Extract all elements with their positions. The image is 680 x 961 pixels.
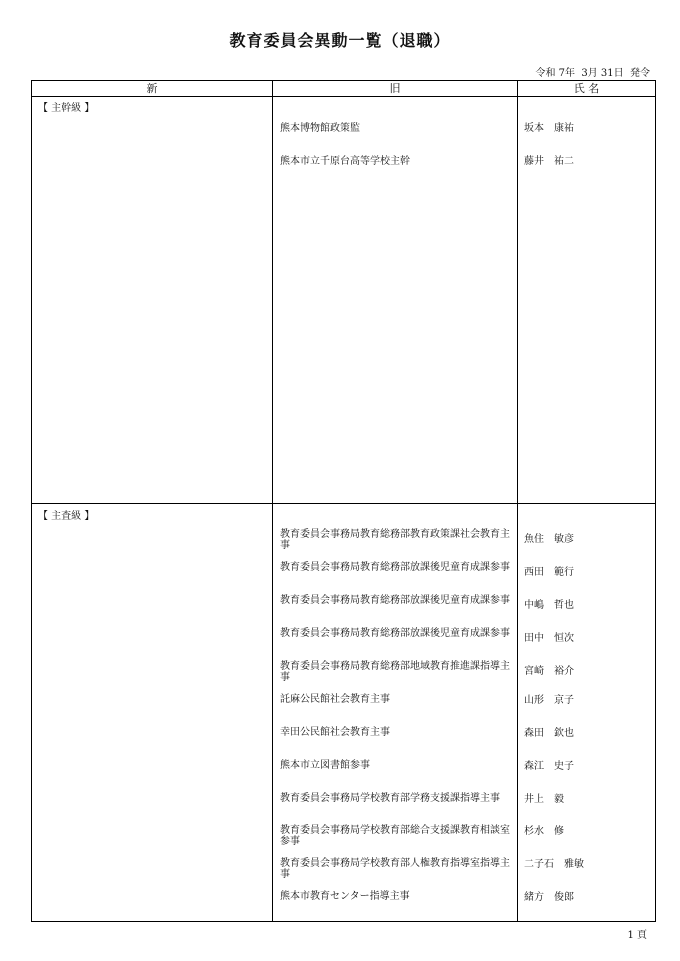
old-position: 幸田公民館社会教育主事 [280, 727, 390, 738]
old-position: 教育委員会事務局学校教育部総合支援課教育相談室参事 [280, 825, 510, 847]
page-number: 1 頁 [627, 930, 647, 941]
section-divider [32, 503, 655, 504]
document-title: 教育委員会異動一覧（退職） [229, 31, 451, 50]
old-position: 教育委員会事務局教育総務部放課後児童育成課参事 [280, 595, 510, 606]
header-old: 旧 [389, 82, 401, 95]
old-position: 教育委員会事務局教育総務部放課後児童育成課参事 [280, 628, 510, 639]
person-name: 井上 毅 [524, 794, 564, 805]
old-position: 熊本市立千原台高等学校主幹 [280, 156, 410, 167]
person-name: 宮崎 裕介 [524, 666, 574, 677]
old-position: 教育委員会事務局学校教育部人権教育指導室指導主事 [280, 858, 510, 880]
old-position: 熊本市立図書館参事 [280, 760, 370, 771]
old-position: 教育委員会事務局学校教育部学務支援課指導主事 [280, 793, 500, 804]
section-label: 【 主幹級 】 [38, 103, 95, 114]
transfer-table [31, 80, 656, 922]
person-name: 山形 京子 [524, 695, 574, 706]
section-label: 【 主査級 】 [38, 511, 95, 522]
column-divider [272, 81, 273, 921]
person-name: 田中 恒次 [524, 633, 574, 644]
old-position: 教育委員会事務局教育総務部放課後児童育成課参事 [280, 562, 510, 573]
issue-date: 令和 7年 3月 31日 発令 [535, 68, 650, 79]
header-new: 新 [146, 82, 158, 95]
person-name: 二子石 雅敏 [524, 859, 584, 870]
header-divider [32, 96, 655, 97]
header-name: 氏 名 [573, 82, 600, 95]
old-position: 熊本博物館政策監 [280, 123, 360, 134]
person-name: 森江 史子 [524, 761, 574, 772]
column-divider [517, 81, 518, 921]
person-name: 坂本 康祐 [524, 123, 574, 134]
old-position: 教育委員会事務局教育総務部教育政策課社会教育主事 [280, 529, 510, 551]
old-position: 託麻公民館社会教育主事 [280, 694, 390, 705]
person-name: 藤井 祐二 [524, 156, 574, 167]
old-position: 熊本市教育センター指導主事 [280, 891, 410, 902]
old-position: 教育委員会事務局教育総務部地域教育推進課指導主事 [280, 661, 510, 683]
person-name: 魚住 敏彦 [524, 534, 574, 545]
person-name: 森田 欽也 [524, 728, 574, 739]
person-name: 杉水 修 [524, 826, 564, 837]
person-name: 西田 範行 [524, 567, 574, 578]
person-name: 中嶋 哲也 [524, 600, 574, 611]
person-name: 緒方 俊郎 [524, 892, 574, 903]
